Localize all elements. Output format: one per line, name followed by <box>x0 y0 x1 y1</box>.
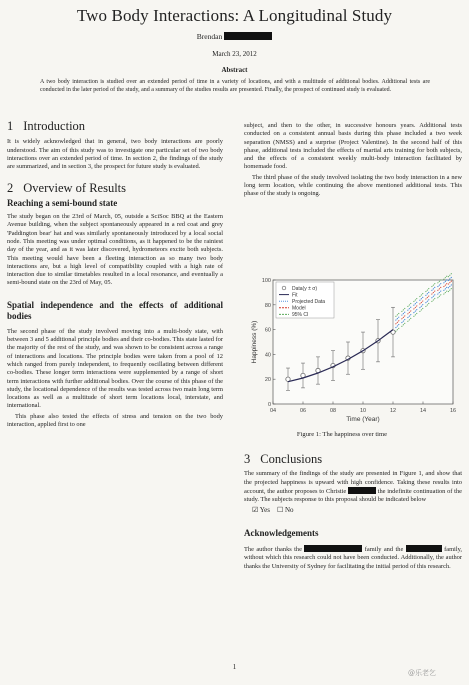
left-column <box>7 119 223 431</box>
redacted-family-1 <box>304 545 362 552</box>
legend-label: Fit <box>292 292 298 299</box>
projected-point <box>444 276 448 280</box>
response-options <box>252 506 462 514</box>
y-tick-label: 60 <box>264 327 271 334</box>
x-tick-label: 06 <box>299 408 307 414</box>
abstract-heading: Abstract <box>221 66 248 74</box>
right-column-bottom <box>244 452 462 573</box>
legend-label: Projected Data <box>292 299 326 305</box>
legend-marker <box>282 286 286 290</box>
projected-point <box>448 273 452 277</box>
author-name: Brendan <box>196 32 223 41</box>
legend-label: Model <box>292 305 306 312</box>
redacted-surname <box>224 32 272 40</box>
x-tick-label: 08 <box>329 408 337 414</box>
introduction-text: It is widely acknowledged that in general, two body interactions are poorly understood. The aim of this study was to investigate one particular set of two body interactions over an extended period of time. In section 2, the findings of the study are summarized, and in section 3, the prospect for future study is evaluated. <box>7 138 223 171</box>
no-checkbox[interactable]: ☐ <box>276 506 284 515</box>
y-tick-label: 100 <box>261 278 271 284</box>
legend-label: 95% CI <box>292 312 309 319</box>
acknowledgements-text <box>244 545 462 571</box>
x-tick-label: 14 <box>419 408 427 414</box>
x-tick-label: 16 <box>449 408 457 414</box>
section-title: Introduction <box>23 119 86 133</box>
section-overview-heading <box>7 181 223 196</box>
no-label: No <box>285 506 294 515</box>
section-number: 3 <box>244 452 251 466</box>
right-column-top <box>244 122 462 201</box>
paper-date: March 23, 2012 <box>212 50 257 58</box>
legend-label: Data(y ± σ) <box>292 285 317 292</box>
acknowledgements-heading: Acknowledgements <box>244 527 319 538</box>
redacted-family-2 <box>406 545 442 552</box>
paper-title: Two Body Interactions: A Longitudinal Study <box>76 6 393 25</box>
y-tick-label: 40 <box>264 352 271 359</box>
spatial-text: The second phase of the study involved moving into a multi-body state, with between 3 and 5 additional principle bodies and their co-bodies. This state lasted for the majority of the rest of the study, and was shown to be consistent across a range of interactions and locations. The principle bodies were taken from a pool of 12 which ranged from purely independent, to frequently oscillating between different co-bodies. These longer term interactions were supplemented by a range of short term interactions with further additional bodies. Over the course of this phase of the study, the locational dependence of the results was tested across two main long term locations as well as a multitude of short term locations local, interstate, and international. <box>7 327 223 410</box>
x-tick-label: 10 <box>359 408 367 414</box>
x-tick-label: 04 <box>269 408 277 414</box>
section-number: 1 <box>7 119 14 133</box>
y-tick-label: 80 <box>264 302 271 309</box>
third-phase-text: The third phase of the study involved isolating the two body interaction in a new long term location, while continuing the above mentioned additional tests. This phase of the study is ongoing. <box>244 173 462 198</box>
figure-caption: Figure 1: The happiness over time <box>296 431 388 438</box>
conclusions-text-a: The summary of the findings of the study are presented in Figure 1, and show that the projected happiness is upward with high confidence. Taking these results into account, the author proposes to Christie <box>244 470 462 495</box>
redacted-name <box>348 487 376 494</box>
section-conclusions-heading <box>244 452 462 466</box>
abstract-text: A two body interaction is studied over an extended period of time in a variety of locations, and with a multitude of additional bodies. Additional tests are conducted in the later period of the study, and a summary of the studies results are presented. Finally, the prospect of continued study is evaluated. <box>40 79 430 93</box>
watermark: @乐老乞 <box>408 669 436 677</box>
yes-label: Yes <box>259 506 270 515</box>
conclusions-text <box>244 470 462 504</box>
yes-checkbox[interactable]: ☑ <box>252 506 259 515</box>
ack-text-c: family, without which this research could not have been conducted. Additionally, the author thanks the University of Sydney for facilitating the initial period of this research. <box>244 546 462 570</box>
section-introduction-heading <box>7 119 223 133</box>
chart-plot-area <box>251 273 456 423</box>
subsection-semi-bound-heading: Reaching a semi-bound state <box>7 197 118 208</box>
author-line <box>0 32 469 41</box>
conclusions-text-b: the indefinite continuation of the study. The subjects response to this proposal should be indicated below <box>244 487 462 504</box>
stress-text: This phase also tested the effects of stress and tension on the two body interaction, applied first to one <box>7 412 223 429</box>
x-tick-label: 12 <box>389 408 397 414</box>
section-number: 2 <box>7 181 14 196</box>
continued-text: subject, and then to the other, in successive honours years. Additional tests conducted on a consistent annual basis during this phase included a two week separation (NMSS) and a surprise (Project Valentine). In the second half of this phase, additional tests included the effects of martial arts training for both subjects, and the effects of a consistent weekly multi-body interaction facilitated by homemade food. <box>244 122 462 171</box>
happiness-chart <box>247 272 459 427</box>
y-axis-label: Happiness (%) <box>251 320 258 364</box>
x-axis-label: Time (Year) <box>346 416 380 423</box>
page-number: 1 <box>232 663 237 671</box>
ack-text-a: The author thanks the <box>244 546 302 554</box>
semi-bound-text: The study began on the 23rd of March, 05, outside a SciSoc BBQ at the Eastern Avenue building, when the subject spontaneously appeared in a red coat and grey 'Paddington bear' hat and was similarly spontaneously introduced by a local social node. This meeting was under optimal conditions, as it happened to be the rainiest day of the year, and as it was later discovered, hydrometeors excite both subjects. This meeting would have been a fleeting interaction as so many two body interactions are, but a high level of compatibility coupled with a high rate of interaction due to similar timetables resulted in a local resonance, and eventually a semi-bound state on the 23rd of May, 05. <box>7 213 223 287</box>
section-title: Conclusions <box>260 452 323 466</box>
y-tick-label: 0 <box>267 402 271 408</box>
y-tick-label: 20 <box>264 377 271 384</box>
section-title: Overview of Results <box>23 181 127 196</box>
subsection-spatial-heading: Spatial independence and the effects of additional bodies <box>7 299 223 321</box>
ack-text-b: family and the <box>364 546 404 554</box>
